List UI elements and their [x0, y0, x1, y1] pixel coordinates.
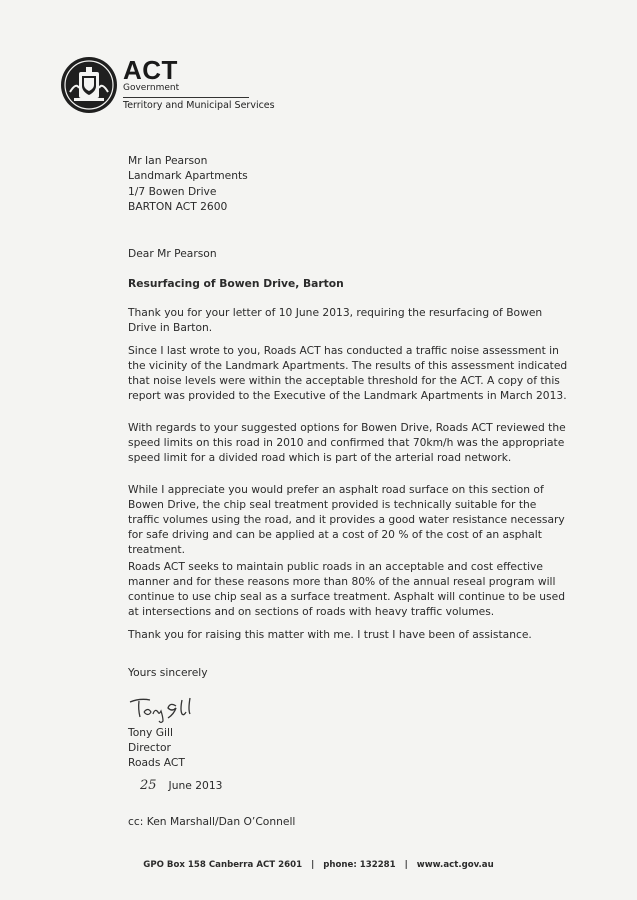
- brand-department: Territory and Municipal Services: [123, 100, 275, 111]
- paragraph: Roads ACT seeks to maintain public roads in an acceptable and cost effective manner and for these reasons more than 80% of the annual reseal program will continue to use chip seal as a surface treatment. Asphalt will continue to be used at intersections and on sections of roads with heavy traffic volumes.: [128, 560, 565, 618]
- signatory-name: Tony Gill: [128, 726, 173, 739]
- salutation: Dear Mr Pearson: [128, 247, 217, 260]
- paragraph: With regards to your suggested options for Bowen Drive, Roads ACT reviewed the speed limits on this road in 2010 and confirmed that 70km/h was the appropriate speed limit for a divided road which is part of the arterial road network.: [128, 421, 566, 464]
- date-day-handwritten: 25: [140, 778, 157, 793]
- act-crest-logo-icon: [60, 56, 118, 114]
- cc-line: cc: Ken Marshall/Dan O’Connell: [128, 815, 296, 828]
- footer-web: www.act.gov.au: [416, 860, 494, 870]
- letter-date: [140, 778, 222, 793]
- footer-separator: |: [311, 860, 315, 870]
- recipient-line: BARTON ACT 2600: [128, 199, 228, 213]
- brand-divider: [123, 97, 249, 98]
- paragraph: Since I last wrote to you, Roads ACT has conducted a traffic noise assessment in the vicinity of the Landmark Apartments. The results of this assessment indicated that noise levels were within the acceptable threshold for the ACT. A copy of this report was provided to the Executive of the Landmark Apartments in March 2013.: [128, 344, 568, 402]
- letter-footer: [0, 860, 637, 870]
- date-month-year: June 2013: [168, 779, 223, 792]
- brand-government: Government: [123, 83, 180, 93]
- recipient-line: 1/7 Bowen Drive: [128, 184, 217, 198]
- paragraph: While I appreciate you would prefer an asphalt road surface on this section of Bowen Drive, the chip seal treatment provided is technically suitable for the traffic volumes using the road, and it provides a good water resistance necessary for safe driving and can be applied at a cost of 20 % of the cost of an asphalt treatment.: [128, 483, 565, 556]
- letterhead-brand: [123, 57, 275, 112]
- footer-separator: |: [404, 860, 408, 870]
- closing: Yours sincerely: [128, 666, 208, 679]
- signatory-title: Director: [128, 741, 171, 754]
- recipient-address: [128, 153, 568, 214]
- handwritten-signature-icon: [128, 694, 218, 724]
- recipient-line: Mr Ian Pearson: [128, 154, 208, 167]
- signatory-block: [128, 725, 568, 770]
- paragraph: Thank you for your letter of 10 June 2013, requiring the resurfacing of Bowen Drive in Barton.: [128, 306, 543, 334]
- recipient-line: Landmark Apartments: [128, 169, 248, 183]
- paragraph: Thank you for raising this matter with me. I trust I have been of assistance.: [128, 628, 532, 641]
- footer-address: GPO Box 158 Canberra ACT 2601: [143, 860, 303, 870]
- footer-phone: phone: 132281: [323, 860, 396, 870]
- brand-name: ACT: [123, 55, 178, 85]
- signatory-organisation: Roads ACT: [128, 756, 185, 769]
- subject-line: Resurfacing of Bowen Drive, Barton: [128, 277, 344, 290]
